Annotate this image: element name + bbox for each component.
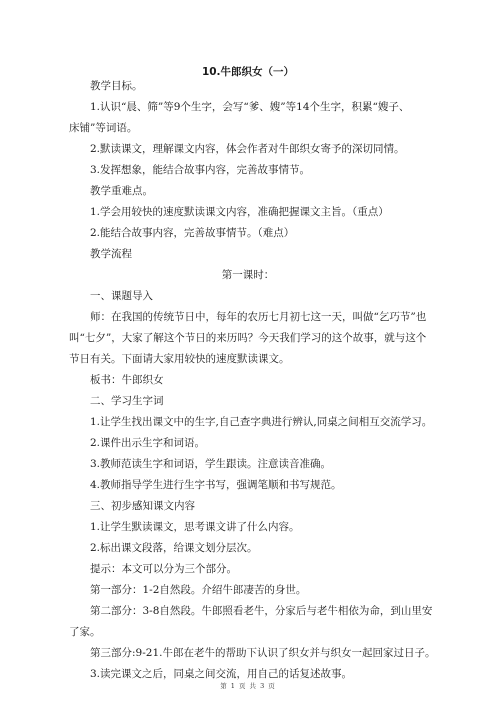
goal-2: 2.默读课文，理解课文内容，体会作者对牛郎织女寄予的深切同情。 [90,143,405,155]
intro-line-a: 师：在我国的传统节日中，每年的农历七月初七这一天，叫做“乞巧节”也 [90,311,427,323]
intro-line-b: 叫“七夕”，大家了解这个节日的来历吗？今天我们学习的这个故事，就与这个 [69,332,427,344]
word-step-3: 3.教师范读生字和词语，学生跟读。注意读音准确。 [90,458,332,470]
intro-line-c: 节日有关。下面请大家用较快的速度默读课文。 [69,353,290,365]
key-heading: 教学重难点。 [90,185,153,197]
word-step-1: 1.让学生找出课文中的生字,自己查字典进行辨认,同桌之间相互交流学习。 [90,416,433,428]
board-note: 板书：牛郎织女 [90,374,164,386]
section-1-heading: 一、课题导入 [90,290,153,302]
word-step-2: 2.课件出示生字和词语。 [90,437,206,449]
key-point-2: 2.能结合故事内容，完善故事情节。（难点） [90,227,295,239]
goal-3: 3.发挥想象，能结合故事内容，完善故事情节。 [90,164,311,176]
part-2-line-a: 第二部分：3-8自然段。牛郎照看老牛，分家后与老牛相依为命，到山里安 [90,605,433,617]
goals-heading: 教学目标。 [90,80,143,92]
flow-heading: 教学流程 [90,248,132,260]
key-point-1: 1.学会用较快的速度默读课文内容，准确把握课文主旨。（重点） [90,206,389,218]
lesson-1-heading: 第一课时： [221,269,275,281]
read-step-3: 3.读完课文之后，同桌之间交流，用自己的话复述故事。 [90,668,353,680]
document-title: 10.牛郎织女（一） [201,66,295,78]
goal-1-line-a: 1.认识“晨、筛”等9个生字，会写“爹、嫂”等14个生字，积累“嫂子、 [90,101,410,113]
part-2-line-b: 了家。 [69,626,101,638]
section-3-heading: 三、初步感知课文内容 [90,500,195,512]
part-1: 第一部分：1-2自然段。介绍牛郎凄苦的身世。 [90,584,307,596]
hint-line: 提示：本文可以分为三个部分。 [90,563,237,575]
page-footer: 第 1 页 共 3 页 [220,682,276,690]
read-step-1: 1.让学生默读课文，思考课文讲了什么内容。 [90,521,300,533]
goal-1-line-b: 床铺”等词语。 [69,122,138,134]
part-3: 第三部分:9-21.牛郎在老牛的帮助下认识了织女并与织女一起回家过日子。 [90,647,436,659]
section-2-heading: 二、学习生字词 [90,395,164,407]
word-step-4: 4.教师指导学生进行生字书写，强调笔顺和书写规范。 [90,479,342,491]
read-step-2: 2.标出课文段落，给课文划分层次。 [90,542,258,554]
